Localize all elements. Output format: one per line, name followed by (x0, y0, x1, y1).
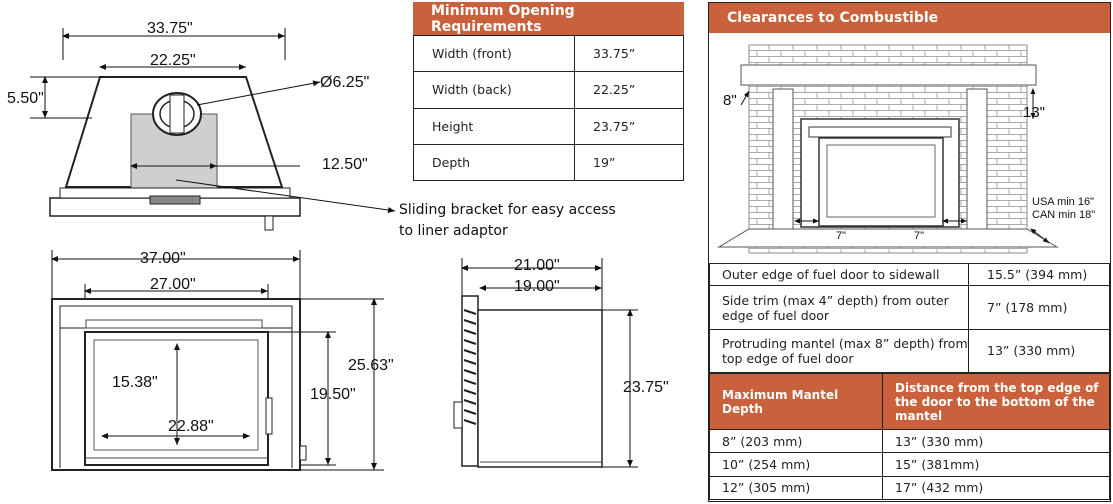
row-depth: 10” (254 mm) (710, 453, 883, 476)
mantel-depth-table (709, 373, 1110, 500)
table-row (710, 430, 1110, 453)
row-value: 23.75” (575, 108, 684, 144)
opening-requirements-table (413, 35, 684, 181)
top-left-height-label: 5.50" (7, 90, 44, 107)
table-row (710, 476, 1110, 499)
table-row (710, 453, 1110, 476)
top-width-back-label: 22.25" (150, 52, 196, 69)
side-depth-inner-label: 19.00" (514, 278, 560, 295)
row-value: 22.25” (575, 72, 684, 108)
insert-front-view-drawing (0, 240, 400, 504)
table-header-row (710, 374, 1110, 430)
row-label: Side trim (max 4” depth) from outer edge of fuel door (710, 286, 969, 329)
mantel-height-label: 13" (1023, 104, 1046, 121)
row-depth: 12” (305 mm) (710, 476, 883, 499)
table-row (710, 286, 1110, 329)
glass-height-label: 15.38" (112, 374, 158, 391)
side-trim-left-label: 7" (836, 230, 847, 242)
table-row (414, 144, 684, 180)
insert-top-view-drawing (0, 0, 410, 240)
sliding-bracket-callout (399, 200, 616, 242)
flue-diameter-label: Ø6.25" (320, 74, 370, 91)
row-label: Outer edge of fuel door to sidewall (710, 264, 969, 286)
side-trim-right-label: 7" (914, 230, 925, 242)
row-label: Protruding mantel (max 8” depth) from top edge of fuel door (710, 329, 969, 372)
table-row (414, 72, 684, 108)
mantel-distance-column-header: Distance from the top edge of the door to the bottom of the mantel (883, 374, 1110, 430)
row-distance: 17” (432 mm) (883, 476, 1110, 499)
front-width-inner-label: 27.00" (150, 276, 196, 293)
row-label: Height (414, 108, 575, 144)
table-row (710, 329, 1110, 372)
row-value: 33.75” (575, 36, 684, 72)
row-distance: 15” (381mm) (883, 453, 1110, 476)
mantel-depth-column-header: Maximum Mantel Depth (710, 374, 883, 430)
side-depth-overall-label: 21.00" (514, 257, 560, 274)
row-value: 7” (178 mm) (969, 286, 1110, 329)
mantel-depth-label: 8" (723, 92, 737, 109)
side-height-label: 23.75" (623, 379, 669, 396)
row-value: 15.5” (394 mm) (969, 264, 1110, 286)
top-width-overall-label: 33.75" (147, 20, 193, 37)
glass-width-label: 22.88" (168, 418, 214, 435)
callout-line-1: Sliding bracket for easy access (399, 202, 616, 218)
front-width-overall-label: 37.00" (140, 250, 186, 267)
table-row (414, 108, 684, 144)
row-label: Width (front) (414, 36, 575, 72)
row-depth: 8” (203 mm) (710, 430, 883, 453)
floor-can-label: CAN min 18" (1032, 209, 1096, 221)
insert-side-view-drawing (440, 250, 685, 500)
clearances-diagram (709, 33, 1110, 263)
row-value: 19” (575, 144, 684, 180)
callout-line-2: to liner adaptor (399, 223, 508, 239)
front-height-overall-label: 25.63" (348, 357, 394, 374)
opening-table-header: Minimum Opening Requirements (413, 2, 684, 35)
row-label: Width (back) (414, 72, 575, 108)
table-row (414, 36, 684, 72)
row-label: Depth (414, 144, 575, 180)
floor-usa-label: USA min 16" (1032, 196, 1094, 208)
row-value: 13” (330 mm) (969, 329, 1110, 372)
clearances-header: Clearances to Combustible (709, 3, 1110, 33)
row-distance: 13” (330 mm) (883, 430, 1110, 453)
front-height-inner-label: 19.50" (310, 386, 356, 403)
clearances-table (709, 263, 1110, 373)
table-row (710, 264, 1110, 286)
adaptor-width-label: 12.50" (322, 156, 368, 173)
